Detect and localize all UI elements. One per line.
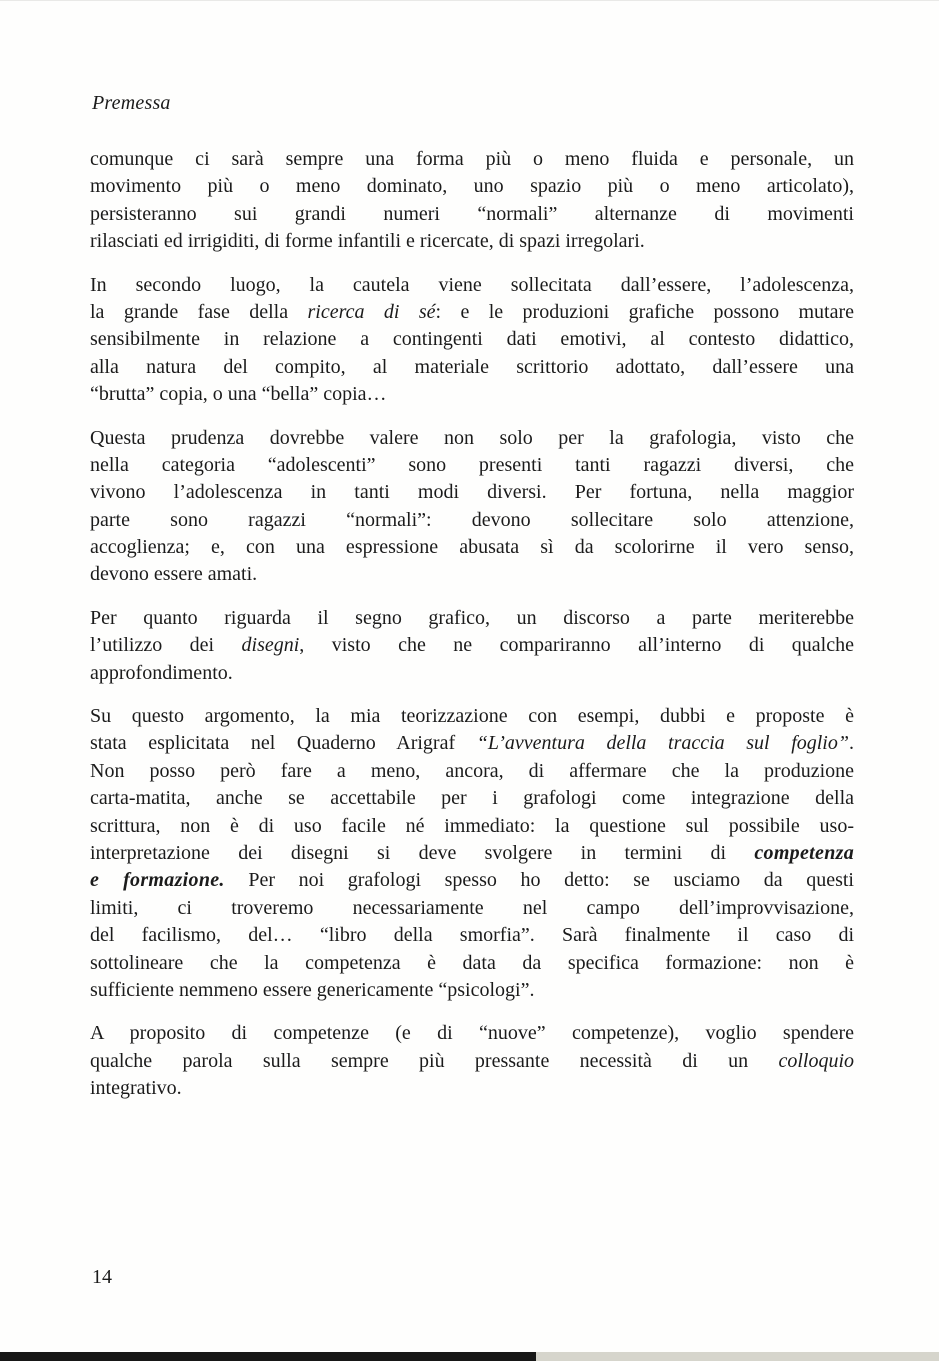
text-line [90, 146, 854, 173]
text-line [90, 730, 854, 757]
text-line [90, 1020, 854, 1047]
scan-bottom-edge [0, 1352, 939, 1361]
text-run: la grande fase della [90, 300, 308, 323]
text-run: integrativo. [90, 1077, 182, 1100]
italic-run: “L’avventura della traccia sul foglio” [476, 732, 849, 755]
italic-run: colloquio [778, 1049, 854, 1072]
text-line [90, 950, 854, 977]
scan-edge-black-strip [0, 1352, 536, 1361]
text-line [90, 605, 854, 632]
text-run: carta-matita, anche se accettabile per i grafologi come integrazione della [90, 787, 854, 810]
text-run: vivono l’adolescenza in tanti modi diversi. Per fortuna, nella maggior [90, 481, 854, 504]
text-line [90, 272, 854, 299]
text-line [90, 785, 854, 812]
text-run: accoglienza; e, con una espressione abusata sì da scolorirne il vero senso, [90, 536, 854, 559]
text-run: Su questo argomento, la mia teorizzazione con esempi, dubbi e proposte è [90, 705, 854, 728]
text-line [90, 452, 854, 479]
text-run: scrittura, non è di uso facile né immediato: la questione sul possibile uso- [90, 814, 854, 837]
text-line [90, 425, 854, 452]
text-line [90, 507, 854, 534]
paragraph [90, 703, 854, 1004]
text-line [90, 660, 854, 687]
text-line [90, 173, 854, 200]
paragraph [90, 605, 854, 687]
text-line [90, 867, 854, 894]
paragraph [90, 1020, 854, 1102]
running-header: Premessa [92, 92, 171, 114]
text-run: sensibilmente in relazione a contingenti dati emotivi, al contesto didattico, [90, 328, 854, 351]
text-run: persisteranno sui grandi numeri “normali” alternanze di movimenti [90, 202, 854, 225]
text-run: Per noi grafologi spesso ho detto: se usciamo da questi [224, 869, 854, 892]
text-line [90, 381, 854, 408]
text-run: limiti, ci troveremo necessariamente nel campo dell’improvvisazione, [90, 896, 854, 919]
text-run: del facilismo, del… “libro della smorfia”. Sarà finalmente il caso di [90, 924, 854, 947]
text-run: sufficiente nemmeno essere genericamente “psicologi”. [90, 978, 535, 1001]
text-run: qualche parola sulla sempre più pressante necessità di un [90, 1049, 779, 1072]
paragraph [90, 146, 854, 256]
text-run: alla natura del compito, al materiale scrittorio adottato, dall’essere una [90, 355, 854, 378]
text-run: nella categoria “adolescenti” sono presenti tanti ragazzi diversi, che [90, 453, 854, 476]
text-run: . [848, 732, 854, 755]
text-line [90, 534, 854, 561]
text-run: A proposito di competenze (e di “nuove” competenze), voglio spendere [90, 1022, 854, 1045]
italic-run: ricerca di sé [307, 300, 436, 323]
bold-italic-run: competenza [754, 841, 854, 864]
scan-edge-gray-strip [536, 1352, 939, 1361]
scan-top-edge [0, 0, 939, 1]
text-line [90, 326, 854, 353]
text-line [90, 977, 854, 1004]
text-run: , visto che ne compariranno all’interno di qualche [299, 634, 854, 657]
text-line [90, 703, 854, 730]
text-line [90, 201, 854, 228]
text-line [90, 1048, 854, 1075]
text-line [90, 895, 854, 922]
text-line [90, 561, 854, 588]
text-run: parte sono ragazzi “normali”: devono sollecitare solo attenzione, [90, 508, 854, 531]
text-line [90, 922, 854, 949]
text-run: approfondimento. [90, 661, 233, 684]
paragraph [90, 272, 854, 409]
bold-italic-run: e formazione. [90, 869, 225, 892]
text-line [90, 299, 854, 326]
text-run: Questa prudenza dovrebbe valere non solo per la grafologia, visto che [90, 426, 854, 449]
text-run: devono essere amati. [90, 563, 258, 586]
text-run: stata esplicitata nel Quaderno Arigraf [90, 732, 477, 755]
text-run: l’utilizzo dei [90, 634, 242, 657]
body-text [90, 146, 854, 1119]
text-line [90, 813, 854, 840]
text-line [90, 758, 854, 785]
text-line [90, 1075, 854, 1102]
text-run: “brutta” copia, o una “bella” copia… [90, 383, 387, 406]
paragraph [90, 425, 854, 589]
text-run: Per quanto riguarda il segno grafico, un discorso a parte meriterebbe [90, 606, 854, 629]
text-line [90, 354, 854, 381]
text-run: interpretazione dei disegni si deve svolgere in termini di [90, 841, 755, 864]
italic-run: disegni [241, 634, 300, 657]
text-run: comunque ci sarà sempre una forma più o meno fluida e personale, un [90, 148, 854, 170]
text-run: rilasciati ed irrigiditi, di forme infantili e ricercate, di spazi irregolari. [90, 230, 645, 253]
text-run: movimento più o meno dominato, uno spazio più o meno articolato), [90, 175, 854, 198]
text-run: In secondo luogo, la cautela viene sollecitata dall’essere, l’adolescenza, [90, 273, 854, 296]
text-line [90, 632, 854, 659]
page-number: 14 [92, 1266, 112, 1288]
text-run: Non posso però fare a meno, ancora, di affermare che la produzione [90, 759, 854, 782]
text-run: : e le produzioni grafiche possono mutare [435, 300, 854, 323]
text-run: sottolineare che la competenza è data da specifica formazione: non è [90, 951, 854, 974]
text-line [90, 479, 854, 506]
text-line [90, 840, 854, 867]
text-line [90, 228, 854, 255]
